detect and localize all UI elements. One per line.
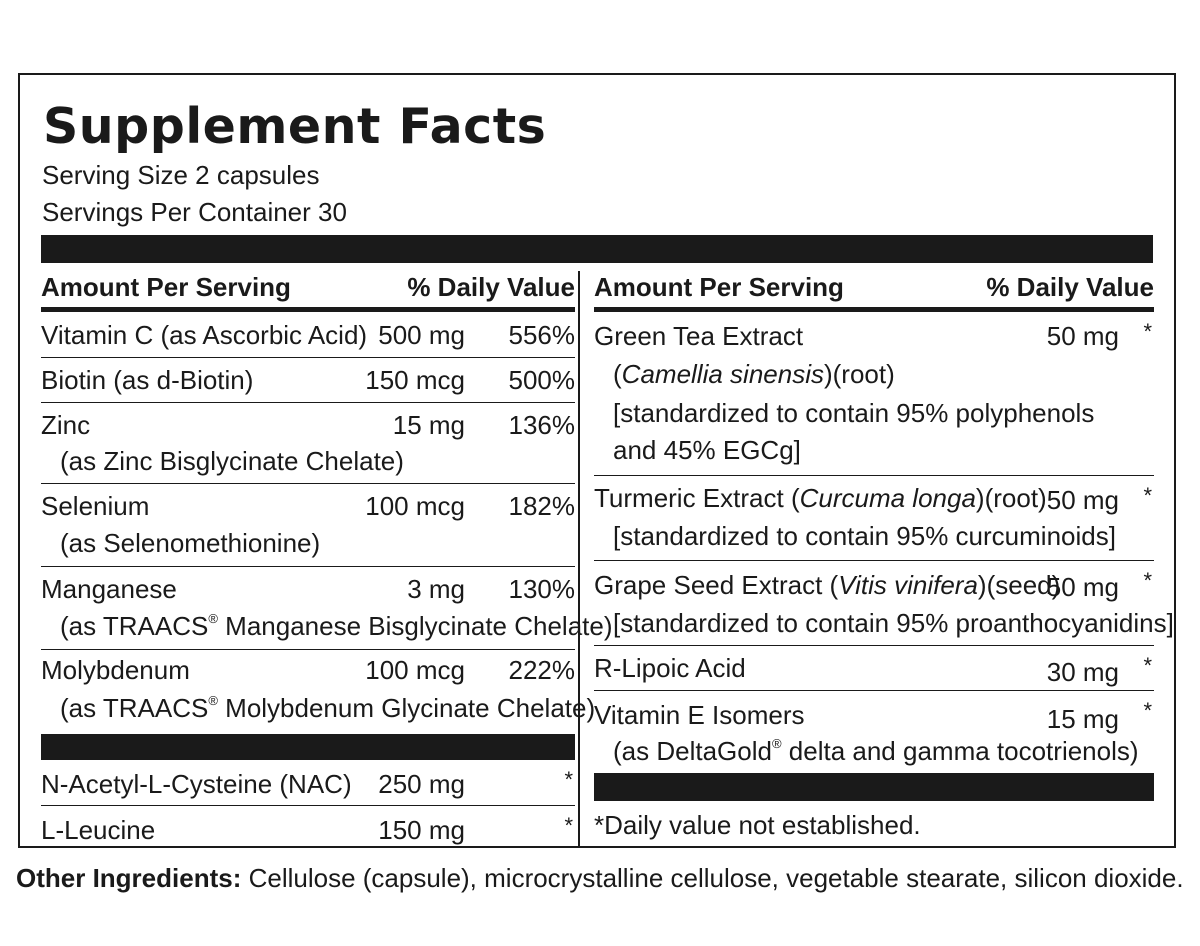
nutrient-source: (as Selenomethionine)	[60, 528, 321, 558]
nutrient-source	[41, 606, 613, 646]
source-text: Manganese Bisglycinate Chelate)	[217, 611, 613, 641]
ingredient-amount: 50 mg	[1046, 321, 1119, 351]
nutrient-amount: 3 mg	[407, 574, 465, 604]
nutrient-daily-value: 556%	[508, 320, 575, 350]
daily-value-heading: % Daily Value	[407, 272, 575, 302]
daily-value-heading: % Daily Value	[986, 272, 1154, 302]
asterisk: *	[564, 767, 573, 792]
ingredient-amount: 50 mg	[1046, 572, 1119, 602]
source-text: delta and gamma tocotrienols)	[781, 736, 1139, 766]
ingredient-name	[594, 565, 1060, 605]
supplement-facts-panel	[18, 73, 1176, 848]
ingredient-source	[594, 354, 895, 394]
serving-size: Serving Size 2 capsules	[42, 160, 320, 190]
other-ingredients	[16, 858, 1184, 898]
standardization-note: [standardized to contain 95% polyphenols	[613, 398, 1095, 428]
left-column	[41, 263, 613, 846]
source-text: (as DeltaGold	[613, 736, 772, 766]
left-column-header	[41, 263, 575, 312]
standardization-note: [standardized to contain 95% curcuminoids]	[613, 521, 1116, 551]
amount-per-serving-heading: Amount Per Serving	[594, 272, 844, 302]
nutrient-daily-value: 136%	[508, 410, 575, 440]
ingredient-name: R-Lipoic Acid	[594, 653, 746, 683]
nutrient-daily-value: 222%	[508, 655, 575, 685]
nutrient-row-biotin	[41, 358, 575, 403]
source-text: (	[613, 359, 622, 389]
nutrient-amount: 100 mcg	[365, 491, 465, 521]
nutrient-name: Selenium	[41, 491, 150, 521]
footnote: *Daily value not established.	[594, 810, 921, 840]
source-text: (as TRAACS	[60, 693, 209, 723]
ingredient-amount: 50 mg	[1046, 485, 1119, 515]
asterisk: *	[1143, 698, 1152, 723]
section-divider-bar	[594, 773, 1154, 801]
asterisk: *	[1143, 483, 1152, 508]
registered-mark: ®	[208, 611, 218, 626]
registered-mark: ®	[771, 736, 782, 751]
latin-name: Vitis vinifera	[838, 570, 978, 600]
nutrient-source	[41, 688, 595, 728]
nutrient-row-selenium	[41, 484, 575, 567]
right-column	[594, 263, 1174, 846]
ingredient-row-turmeric	[594, 476, 1154, 561]
name-text: )(root)	[975, 483, 1047, 513]
ingredient-row-grape-seed	[594, 561, 1174, 646]
nutrient-amount: 15 mg	[392, 410, 465, 440]
nutrient-name: Vitamin C (as Ascorbic Acid)	[41, 320, 368, 350]
nutrient-row-zinc	[41, 403, 575, 484]
standardization-note: and 45% EGCg]	[613, 435, 801, 465]
ingredient-row-l-leucine	[41, 806, 575, 850]
name-text: )(seed)	[977, 570, 1061, 600]
ingredient-row-nac	[41, 760, 575, 806]
nutrient-daily-value: 500%	[508, 365, 575, 395]
nutrient-row-molybdenum	[41, 650, 596, 734]
amount-per-serving-heading: Amount Per Serving	[41, 272, 291, 302]
ingredient-name	[594, 478, 1047, 518]
nutrient-daily-value: 130%	[508, 574, 575, 604]
source-text: )(root)	[823, 359, 895, 389]
section-divider-bar	[41, 734, 575, 760]
ingredient-name: N-Acetyl-L-Cysteine (NAC)	[41, 769, 352, 799]
ingredient-amount: 150 mg	[378, 815, 465, 845]
page-title: Supplement Facts	[43, 98, 547, 155]
nutrient-row-manganese	[41, 567, 613, 650]
latin-name: Camellia sinensis	[621, 359, 824, 389]
nutrient-name: Zinc	[41, 410, 91, 440]
standardization-note: [standardized to contain 95% proanthocyanidins]	[613, 608, 1174, 638]
nutrient-source: (as Zinc Bisglycinate Chelate)	[60, 446, 404, 476]
ingredient-row-vitamin-e	[594, 691, 1154, 773]
latin-name: Curcuma longa	[799, 483, 976, 513]
name-text: Turmeric Extract (	[594, 483, 800, 513]
source-text: Molybdenum Glycinate Chelate)	[217, 693, 596, 723]
ingredient-row-r-lipoic-acid	[594, 646, 1154, 691]
source-text: (as TRAACS	[60, 611, 209, 641]
other-ingredients-label: Other Ingredients:	[16, 863, 242, 893]
nutrient-row-vitamin-c	[41, 312, 575, 358]
ingredient-name: L-Leucine	[41, 815, 156, 845]
asterisk: *	[1143, 568, 1152, 593]
ingredient-amount: 250 mg	[378, 769, 465, 799]
right-column-header	[594, 263, 1154, 312]
nutrient-name: Molybdenum	[41, 655, 190, 685]
nutrient-amount: 100 mcg	[365, 655, 465, 685]
nutrient-name: Manganese	[41, 574, 177, 604]
registered-mark: ®	[208, 693, 218, 708]
nutrient-daily-value: 182%	[508, 491, 575, 521]
name-text: Grape Seed Extract (	[594, 570, 839, 600]
ingredient-name: Green Tea Extract	[594, 321, 804, 351]
asterisk: *	[564, 813, 573, 838]
top-divider-bar	[41, 235, 1153, 263]
other-ingredients-text: Cellulose (capsule), microcrystalline cellulose, vegetable stearate, silicon dioxide.	[241, 863, 1184, 893]
servings-per-container: Servings Per Container 30	[42, 197, 347, 227]
asterisk: *	[1143, 319, 1152, 344]
column-divider	[578, 271, 580, 846]
nutrient-amount: 500 mg	[378, 320, 465, 350]
ingredient-name: Vitamin E Isomers	[594, 700, 805, 730]
ingredient-amount: 30 mg	[1046, 657, 1119, 687]
ingredient-amount: 15 mg	[1046, 704, 1119, 734]
asterisk: *	[1143, 653, 1152, 678]
nutrient-amount: 150 mcg	[365, 365, 465, 395]
nutrient-name: Biotin (as d-Biotin)	[41, 365, 254, 395]
ingredient-row-green-tea	[594, 312, 1154, 476]
